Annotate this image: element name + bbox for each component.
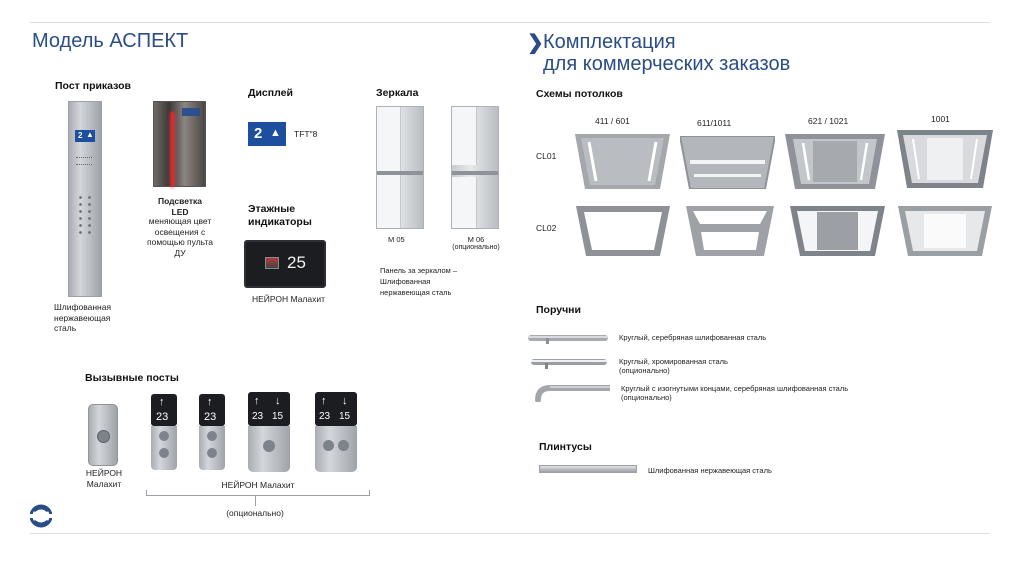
call-posts-group-caption (146, 480, 370, 491)
ceilings-heading: Схемы потолков (536, 88, 623, 100)
page-title: Модель АСПЕКТ (32, 30, 189, 52)
call-post-basic (88, 404, 118, 466)
mirrors-heading: Зеркала (376, 87, 419, 99)
ceiling-cl02-1001 (898, 206, 992, 256)
call-post-4-floor: 23 (319, 411, 331, 422)
floor-indicators-heading-line1: Этажные (248, 203, 296, 215)
led-lighting-photo (153, 101, 206, 187)
car-panel-heading: Пост приказов (55, 80, 131, 92)
call-post-3-floor2: 15 (272, 411, 284, 422)
call-posts-group-caption-text: НЕЙРОН Малахит (219, 480, 298, 490)
call-down-button-icon (159, 448, 169, 458)
ceiling-col-4: 1001 (931, 114, 950, 124)
call-posts-optional: (опционально) (226, 508, 284, 518)
section-title-line2: для коммерческих заказов (543, 53, 791, 75)
down-arrow-icon: ↓ (275, 395, 281, 407)
ceiling-cl02-611 (686, 206, 774, 256)
down-arrow-icon: ↓ (342, 395, 348, 407)
mirror-m06-label (445, 235, 507, 253)
floor-indicator-number: 25 (287, 253, 306, 272)
display-heading: Дисплей (248, 87, 293, 99)
handrail-3-image (534, 380, 610, 402)
call-down-button-icon (207, 448, 217, 458)
up-arrow-icon: ↑ (254, 395, 260, 407)
section-title-line1: Комплектация (543, 31, 676, 53)
up-arrow-icon: ↑ (207, 396, 213, 408)
call-post-1-display (151, 394, 177, 426)
tft-display-floor: 2 (254, 125, 263, 142)
bracket-tick (255, 496, 256, 506)
mirror-m06-glass-bottom (452, 177, 477, 228)
handrail-1-caption-line1: Круглый, серебряная шлифованная сталь (619, 333, 767, 342)
floor-indicator-caption: НЕЙРОН Малахит (252, 294, 325, 304)
mirror-caption-line3: нержавеющая сталь (380, 288, 452, 297)
car-panel-display-floor: 2 (78, 131, 83, 140)
ceiling-row-cl01: CL01 (536, 151, 557, 161)
mirror-m06-glass-top (452, 107, 477, 165)
call-post-1-body (151, 426, 177, 470)
call-post-basic-caption (80, 468, 128, 489)
handrail-1-image (528, 331, 608, 343)
call-post-4-display (315, 392, 357, 426)
call-post-2-body (199, 426, 225, 470)
call-button-icon (263, 440, 275, 452)
floor-indicators-heading (248, 203, 312, 229)
call-post-3 (248, 392, 290, 472)
ceiling-cl01-621 (785, 134, 885, 189)
mirror-m06-rail (452, 171, 498, 175)
led-title (146, 196, 214, 217)
call-up-button-icon (207, 431, 217, 441)
call-post-1-floor: 23 (156, 411, 169, 423)
ceiling-cl02-411 (576, 206, 670, 256)
ceiling-row-cl02: CL02 (536, 223, 557, 233)
floor-indicators-heading-line2: индикаторы (248, 216, 312, 228)
handrail-3-caption (621, 384, 848, 403)
handrail-2-caption (619, 357, 728, 376)
call-post-2-display (199, 394, 225, 426)
call-post-1 (151, 394, 177, 470)
ceiling-col-1: 411 / 601 (595, 116, 630, 126)
handrail-1-caption (619, 333, 766, 342)
company-logo-icon (30, 501, 52, 531)
mirror-caption-line1: Панель за зеркалом – (380, 266, 458, 275)
up-arrow-icon: ▲ (86, 130, 94, 139)
up-arrow-icon: ↑ (321, 395, 327, 407)
ceiling-col-3: 621 / 1021 (808, 116, 849, 126)
call-post-3-body (248, 426, 290, 472)
chevron-icon: ❯ (527, 32, 544, 54)
mirror-m05-label: M 05 (388, 235, 405, 244)
led-photo-display (182, 108, 200, 116)
led-caption: меняющая цвет освещения с помощью пульта ДУ (147, 216, 213, 258)
call-posts-heading: Вызывные посты (85, 372, 179, 384)
car-panel-image (68, 101, 102, 297)
skirting-heading: Плинтусы (539, 441, 592, 453)
mirror-m06-title: M 06 (467, 235, 485, 244)
ceiling-cl01-1001 (897, 130, 993, 188)
call-posts-bracket (146, 490, 370, 496)
keypad-buttons (76, 194, 94, 238)
call-post-3-display (248, 392, 290, 426)
floor-indicator-icon (265, 257, 279, 269)
call-post-2 (199, 394, 225, 470)
keypad-top (76, 157, 92, 165)
mirror-m05-rail (377, 171, 423, 175)
up-arrow-icon: ▲ (270, 127, 281, 139)
call-post-4 (315, 392, 357, 472)
handrails-heading: Поручни (536, 304, 581, 316)
ceiling-cl01-411 (575, 134, 670, 189)
mirror-m06-note: (опционально) (452, 244, 500, 252)
car-panel-display (75, 130, 95, 142)
ceiling-cl01-611 (680, 136, 775, 189)
handrail-3-caption-line2: (опционально) (621, 393, 672, 403)
led-title-line1: Подсветка (157, 196, 203, 206)
tft-display (248, 122, 286, 146)
skirting-caption: Шлифованная нержавеющая сталь (648, 466, 772, 475)
call-up-button-icon (159, 431, 169, 441)
mirror-m06 (451, 106, 499, 229)
mirror-m05-glass (377, 107, 401, 228)
mirror-caption (380, 265, 457, 298)
handrail-2-image (531, 355, 607, 369)
bottom-divider (30, 533, 990, 534)
call-post-4-floor2: 15 (339, 411, 351, 422)
section-title (543, 31, 790, 75)
display-label: TFT"8 (294, 129, 318, 139)
handrail-2-caption-line2: (опционально) (619, 366, 670, 376)
call-post-basic-caption-line1: НЕЙРОН (85, 468, 123, 478)
call-post-basic-caption-line2: Малахит (86, 478, 122, 489)
call-up-button-icon (323, 440, 334, 451)
call-button-icon (97, 430, 110, 443)
floor-indicator-screen (244, 240, 326, 288)
handrail-2-caption-line1: Круглый, хромированная сталь (619, 357, 728, 366)
call-down-button-icon (338, 440, 349, 451)
call-post-2-floor: 23 (204, 411, 217, 423)
car-panel-caption: Шлифованная нержавеющая сталь (54, 302, 112, 334)
skirting-image (539, 465, 637, 473)
led-strip (171, 112, 174, 187)
top-divider (30, 22, 990, 23)
call-post-4-body (315, 426, 357, 472)
mirror-m05 (376, 106, 424, 229)
call-post-3-floor: 23 (252, 411, 264, 422)
led-title-line2: LED (171, 206, 189, 217)
ceiling-cl02-621 (790, 206, 885, 256)
up-arrow-icon: ↑ (159, 396, 165, 408)
handrail-3-caption-line1: Круглый с изогнутыми концами, серебряная шлифованная сталь (621, 384, 849, 393)
ceiling-col-2: 611/1011 (697, 118, 732, 128)
mirror-caption-line2: Шлифованная (380, 277, 431, 286)
